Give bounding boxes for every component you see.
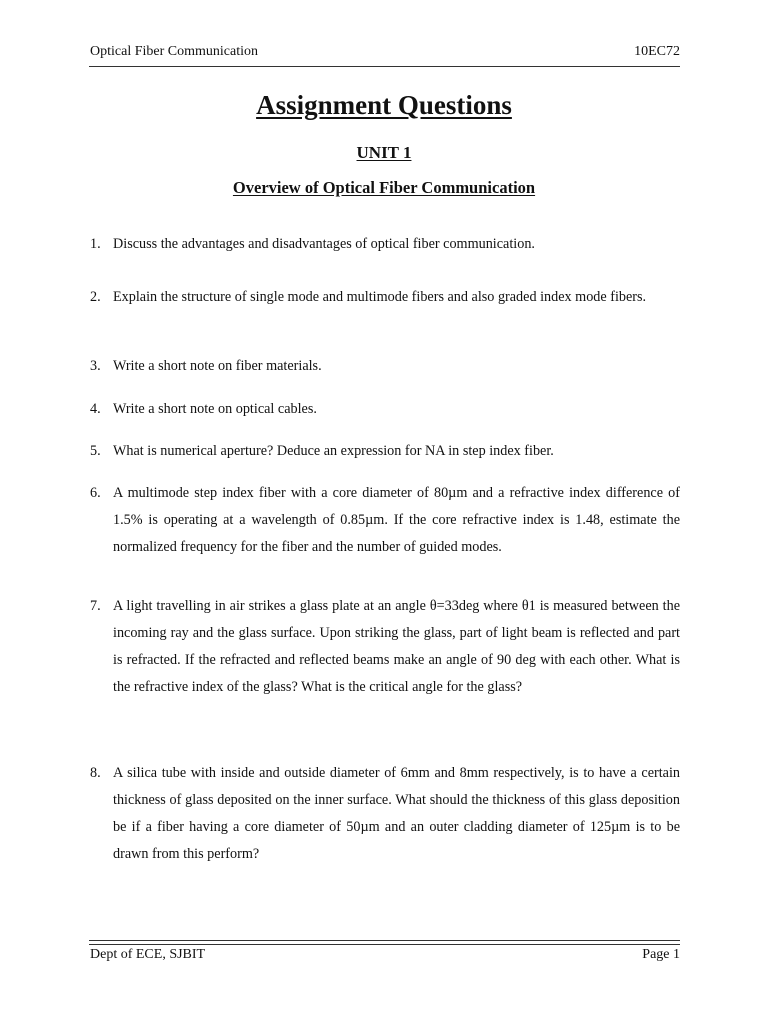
footer-divider: [89, 940, 680, 945]
footer-page-number: Page 1: [642, 947, 680, 962]
question-number: 5.: [90, 443, 101, 459]
question-number: 4.: [90, 401, 101, 417]
header-course-code: 10EC72: [634, 44, 680, 59]
header-divider: [89, 66, 680, 67]
question-text: Write a short note on fiber materials.: [113, 358, 322, 374]
question-item: [90, 438, 680, 465]
question-number: 1.: [90, 236, 101, 252]
question-text: A silica tube with inside and outside diameter of 6mm and 8mm respectively, is to have a certain thickness of glass deposited on the inner surface. What should the thickness of this glass deposition be if a fiber having a core diameter of 50µm and an outer cladding diameter of 125µm is to be drawn from this perform?: [113, 765, 680, 862]
question-number: 7.: [90, 598, 101, 614]
unit-heading: UNIT 1: [356, 143, 412, 162]
header-course-title: Optical Fiber Communication: [90, 44, 258, 59]
question-text: Write a short note on optical cables.: [113, 401, 317, 417]
question-item: [90, 231, 680, 258]
question-text: A light travelling in air strikes a glass plate at an angle θ=33deg where θ1 is measured between the incoming ray and the glass surface. Upon striking the glass, part of light beam is reflected and part is refracted. If the refracted and reflected beams make an angle of 90 deg with each other. What is the refractive index of the glass? What is the critical angle for the glass?: [113, 598, 680, 695]
question-number: 2.: [90, 289, 101, 305]
page-header: [90, 44, 680, 64]
question-text: Explain the structure of single mode and multimode fibers and also graded index mode fibers.: [113, 289, 647, 305]
question-item: [90, 396, 680, 423]
question-text: Discuss the advantages and disadvantages of optical fiber communication.: [113, 236, 535, 252]
question-number: 6.: [90, 485, 101, 501]
footer-department: Dept of ECE, SJBIT: [90, 947, 206, 962]
question-item: [90, 593, 680, 701]
unit-subtitle: Overview of Optical Fiber Communication: [232, 178, 536, 197]
question-text: A multimode step index fiber with a core diameter of 80µm and a refractive index difference of 1.5% is operating at a wavelength of 0.85µm. If the core refractive index is 1.48, estimate the normalized frequency for the fiber and the number of guided modes.: [113, 485, 680, 555]
question-number: 8.: [90, 765, 101, 781]
question-item: [90, 760, 680, 868]
question-text: What is numerical aperture? Deduce an expression for NA in step index fiber.: [113, 443, 554, 459]
page-title: Assignment Questions: [256, 90, 512, 120]
question-number: 3.: [90, 358, 101, 374]
question-item: [90, 353, 680, 380]
question-item: [90, 284, 680, 311]
question-item: [90, 480, 680, 561]
